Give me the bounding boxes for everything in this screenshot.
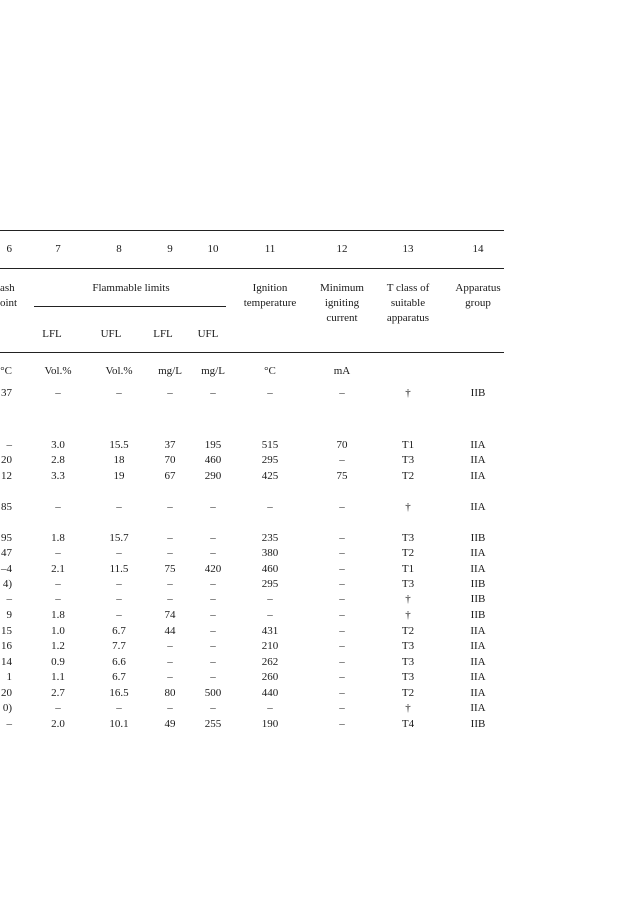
table-cell: – — [339, 532, 345, 544]
ufl-header-mg: UFL — [197, 328, 219, 340]
ignition-temperature-header: Ignition temperature — [243, 282, 297, 309]
table-cell: 7.7 — [112, 640, 126, 652]
table-cell: – — [116, 593, 122, 605]
table-cell: 431 — [261, 625, 279, 637]
table-cell: – — [339, 609, 345, 621]
table-cell: 85 — [1, 501, 12, 513]
table-cell: 210 — [261, 640, 279, 652]
table-cell: – — [167, 593, 173, 605]
table-cell: – — [339, 702, 345, 714]
table-cell: 70 — [164, 454, 176, 466]
table-cell: 500 — [204, 687, 222, 699]
table-cell: 460 — [204, 454, 222, 466]
table-cell: – — [210, 593, 216, 605]
unit-label: Vol.% — [44, 365, 72, 377]
table-cell: 515 — [261, 439, 279, 451]
table-cell: – — [210, 625, 216, 637]
table-cell: 10.1 — [109, 718, 129, 730]
flammable-limits-rule — [34, 306, 226, 307]
table-cell: 74 — [164, 609, 176, 621]
table-cell: IIA — [470, 547, 486, 559]
table-cell: † — [405, 593, 411, 605]
table-cell: T2 — [401, 470, 415, 482]
column-number: 14 — [472, 243, 484, 255]
table-cell: 425 — [261, 470, 279, 482]
table-cell: IIA — [470, 656, 486, 668]
table-cell: – — [267, 702, 273, 714]
column-number: 6 — [6, 243, 12, 255]
table-cell: IIA — [470, 501, 486, 513]
table-cell: – — [339, 625, 345, 637]
table-cell: T1 — [401, 439, 415, 451]
table-cell: – — [55, 501, 61, 513]
flammable-limits-header: Flammable limits — [92, 282, 170, 294]
table-cell: 19 — [113, 470, 125, 482]
table-cell: 295 — [261, 578, 279, 590]
table-top-rule — [0, 230, 504, 231]
table-cell: – — [267, 593, 273, 605]
table-cell: 18 — [113, 454, 125, 466]
table-cell: 2.1 — [51, 563, 65, 575]
table-cell: 1.1 — [51, 671, 65, 683]
table-cell: † — [405, 501, 411, 513]
table-cell: T3 — [401, 640, 415, 652]
table-cell: – — [55, 593, 61, 605]
table-cell: 15.5 — [109, 439, 129, 451]
table-cell: T3 — [401, 656, 415, 668]
t-class-header: T class of suitable apparatus — [386, 282, 430, 324]
column-number: 12 — [336, 243, 348, 255]
table-cell: 1.8 — [51, 609, 65, 621]
table-cell: 20 — [1, 687, 12, 699]
column-number: 13 — [402, 243, 414, 255]
lfl-header-vol: LFL — [42, 328, 62, 340]
table-cell: 12 — [1, 470, 12, 482]
table-cell: IIA — [470, 687, 486, 699]
unit-label: Vol.% — [105, 365, 133, 377]
table-cell: 290 — [204, 470, 222, 482]
table-cell: † — [405, 387, 411, 399]
table-cell: IIB — [470, 593, 486, 605]
table-cell: – — [55, 547, 61, 559]
table-cell: – — [210, 578, 216, 590]
table-cell: 3.0 — [51, 439, 65, 451]
table-cell: – — [167, 547, 173, 559]
unit-label: mA — [333, 365, 351, 377]
column-number-rule — [0, 268, 504, 269]
table-cell: – — [339, 454, 345, 466]
table-cell: T3 — [401, 578, 415, 590]
table-cell: 16.5 — [109, 687, 129, 699]
table-cell: 70 — [336, 439, 348, 451]
table-cell: 75 — [164, 563, 176, 575]
header-bottom-rule — [0, 352, 504, 353]
table-cell: – — [116, 702, 122, 714]
column-number: 10 — [207, 243, 219, 255]
table-cell: 6.7 — [112, 671, 126, 683]
table-cell: IIB — [470, 609, 486, 621]
table-cell: 1 — [6, 671, 12, 683]
table-cell: † — [405, 609, 411, 621]
table-cell: – — [267, 501, 273, 513]
table-cell: – — [6, 718, 12, 730]
table-cell: 44 — [164, 625, 176, 637]
table-cell: IIA — [470, 625, 486, 637]
table-cell: – — [167, 671, 173, 683]
table-cell: 14 — [1, 656, 12, 668]
table-cell: 80 — [164, 687, 176, 699]
table-cell: 37 — [1, 387, 12, 399]
table-cell: 9 — [6, 609, 12, 621]
table-cell: 15 — [1, 625, 12, 637]
table-cell: – — [116, 547, 122, 559]
minimum-igniting-current-header: Minimum igniting current — [319, 282, 364, 324]
table-cell: – — [339, 563, 345, 575]
table-cell: 0) — [2, 702, 12, 714]
table-cell: 1.2 — [51, 640, 65, 652]
table-cell: – — [55, 702, 61, 714]
table-cell: IIA — [470, 702, 486, 714]
table-cell: – — [339, 593, 345, 605]
table-cell: – — [167, 640, 173, 652]
table-cell: T1 — [401, 563, 415, 575]
table-cell: 6.7 — [112, 625, 126, 637]
table-cell: – — [339, 387, 345, 399]
table-cell: 11.5 — [109, 563, 129, 575]
column-number: 11 — [264, 243, 276, 255]
table-cell: † — [405, 702, 411, 714]
table-cell: – — [167, 501, 173, 513]
table-cell: – — [167, 656, 173, 668]
table-cell: 260 — [261, 671, 279, 683]
table-cell: – — [339, 656, 345, 668]
table-cell: IIB — [470, 718, 486, 730]
table-cell: 195 — [204, 439, 222, 451]
table-cell: 20 — [1, 454, 12, 466]
column-number: 8 — [116, 243, 122, 255]
table-cell: – — [339, 671, 345, 683]
table-cell: 95 — [1, 532, 12, 544]
table-cell: – — [210, 501, 216, 513]
table-cell: 2.7 — [51, 687, 65, 699]
unit-label: °C — [264, 365, 276, 377]
unit-label: °C — [0, 365, 12, 377]
table-cell: T4 — [401, 718, 415, 730]
table-cell: 3.3 — [51, 470, 65, 482]
table-cell: – — [339, 547, 345, 559]
table-cell: 2.8 — [51, 454, 65, 466]
table-cell: 1.0 — [51, 625, 65, 637]
table-cell: – — [210, 547, 216, 559]
table-cell: 16 — [1, 640, 12, 652]
table-cell: – — [267, 387, 273, 399]
table-cell: 67 — [164, 470, 176, 482]
table-cell: – — [116, 578, 122, 590]
table-cell: – — [339, 640, 345, 652]
table-cell: – — [339, 501, 345, 513]
table-cell: – — [210, 656, 216, 668]
table-cell: 190 — [261, 718, 279, 730]
table-cell: 6.6 — [112, 656, 126, 668]
table-cell: – — [116, 609, 122, 621]
table-cell: 47 — [1, 547, 12, 559]
table-cell: T3 — [401, 454, 415, 466]
table-cell: 4) — [2, 578, 12, 590]
table-cell: 15.7 — [109, 532, 129, 544]
table-cell: T3 — [401, 671, 415, 683]
lfl-header-mg: LFL — [153, 328, 173, 340]
table-cell: – — [116, 501, 122, 513]
table-cell: – — [210, 702, 216, 714]
table-cell: – — [167, 702, 173, 714]
table-cell: IIA — [470, 640, 486, 652]
table-cell: – — [210, 532, 216, 544]
table-cell: – — [116, 387, 122, 399]
table-cell: – — [210, 640, 216, 652]
table-cell: 49 — [164, 718, 176, 730]
table-cell: T2 — [401, 547, 415, 559]
table-cell: IIA — [470, 439, 486, 451]
table-cell: 0.9 — [51, 656, 65, 668]
table-cell: IIB — [470, 578, 486, 590]
table-cell: IIA — [470, 671, 486, 683]
table-cell: IIA — [470, 563, 486, 575]
table-cell: – — [210, 609, 216, 621]
table-cell: 75 — [336, 470, 348, 482]
unit-label: mg/L — [158, 365, 182, 377]
table-cell: – — [167, 532, 173, 544]
table-cell: IIB — [470, 532, 486, 544]
column-number: 9 — [167, 243, 173, 255]
table-cell: – — [210, 387, 216, 399]
table-cell: 235 — [261, 532, 279, 544]
table-cell: – — [210, 671, 216, 683]
table-cell: 420 — [204, 563, 222, 575]
table-cell: T2 — [401, 687, 415, 699]
table-cell: IIB — [470, 387, 486, 399]
table-cell: IIA — [470, 454, 486, 466]
table-cell: – — [6, 593, 12, 605]
unit-label: mg/L — [201, 365, 225, 377]
table-cell: 255 — [204, 718, 222, 730]
ufl-header-vol: UFL — [100, 328, 122, 340]
apparatus-group-header: Apparatus group — [455, 282, 501, 309]
table-cell: 2.0 — [51, 718, 65, 730]
column-number: 7 — [55, 243, 61, 255]
table-cell: – — [167, 578, 173, 590]
table-cell: 380 — [261, 547, 279, 559]
table-cell: – — [167, 387, 173, 399]
table-cell: IIA — [470, 470, 486, 482]
table-cell: 37 — [164, 439, 176, 451]
table-cell: – — [339, 718, 345, 730]
table-cell: T2 — [401, 625, 415, 637]
table-cell: 460 — [261, 563, 279, 575]
table-cell: – — [55, 578, 61, 590]
table-cell: – — [267, 609, 273, 621]
table-cell: 1.8 — [51, 532, 65, 544]
table-cell: – — [339, 687, 345, 699]
table-cell: – — [6, 439, 12, 451]
table-cell: 440 — [261, 687, 279, 699]
table-cell: –4 — [1, 563, 12, 575]
table-cell: 295 — [261, 454, 279, 466]
table-cell: – — [339, 578, 345, 590]
table-cell: – — [55, 387, 61, 399]
table-cell: T3 — [401, 532, 415, 544]
table-cell: 262 — [261, 656, 279, 668]
flash-point-header: ash oint — [0, 282, 18, 309]
